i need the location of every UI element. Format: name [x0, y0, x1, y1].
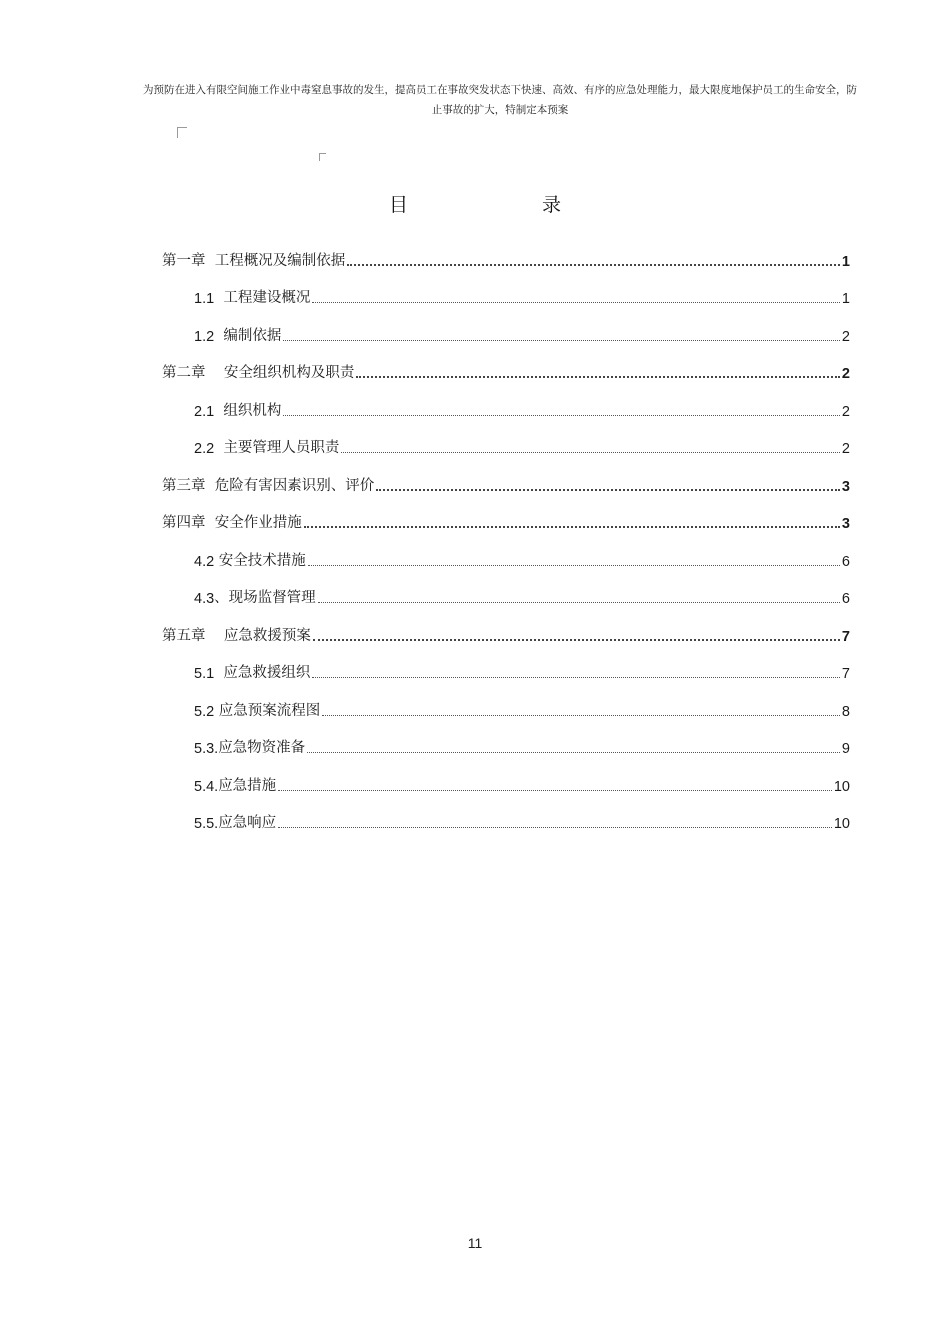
toc-entry[interactable]: [162, 311, 850, 349]
toc-entry-page: 6: [841, 591, 850, 607]
intro-paragraph: 为预防在进入有限空间施工作业中毒窒息事故的发生，提高员工在事故突发状态下快速、高效、有序的应急处理能力，最大限度地保护员工的生命安全，防止事故的扩大，特制定本预案: [143, 84, 857, 116]
toc-dot-leader: [347, 264, 840, 266]
toc-entry-title: 应急响应: [218, 815, 277, 831]
toc-entry-page: 7: [841, 628, 850, 645]
toc-dot-leader: [283, 340, 840, 341]
toc-entry-page: 10: [833, 778, 850, 795]
toc-entry-title: 工程建设概况: [214, 290, 311, 306]
toc-entry-page: 2: [841, 403, 850, 420]
toc-entry-title: 应急措施: [218, 777, 277, 794]
toc-entry[interactable]: [162, 611, 850, 649]
toc-entry-title: 应急救援组织: [214, 665, 311, 681]
toc-entry-page: 2: [841, 441, 850, 457]
toc-entry[interactable]: [162, 274, 850, 312]
toc-dot-leader: [356, 376, 839, 378]
toc-dot-leader: [318, 602, 840, 603]
toc-entry[interactable]: [162, 349, 850, 387]
toc-entry-number: 5.3.: [194, 741, 219, 757]
toc-entry-number: 5.5.: [194, 816, 219, 832]
toc-dot-leader: [322, 715, 840, 716]
toc-entry-number: 第四章: [162, 515, 206, 531]
toc-entry-page: 2: [841, 366, 850, 382]
toc-entry-number: 第三章: [162, 477, 206, 494]
toc-entry-page: 8: [841, 703, 850, 720]
toc-entry-title: 应急物资准备: [218, 740, 306, 756]
toc-entry-number: 第一章: [162, 252, 206, 269]
toc-entry-page: 7: [841, 666, 850, 682]
toc-entry-number: 第五章: [162, 627, 206, 644]
toc-entry[interactable]: [162, 761, 850, 799]
table-of-contents: [162, 236, 850, 836]
toc-entry-page: 6: [841, 553, 850, 570]
corner-mark: [319, 153, 326, 161]
toc-entry-number: 第二章: [162, 365, 206, 381]
toc-dot-leader: [312, 302, 840, 303]
toc-entry-number: 4.3: [194, 591, 215, 607]
toc-dot-leader: [304, 526, 840, 528]
page-number: 11: [467, 1235, 483, 1251]
toc-dot-leader: [278, 827, 832, 828]
toc-dot-leader: [313, 639, 840, 641]
toc-dot-leader: [341, 452, 840, 453]
toc-entry[interactable]: [162, 686, 850, 724]
toc-entry-title: 编制依据: [214, 327, 282, 344]
toc-entry[interactable]: [162, 724, 850, 762]
toc-entry[interactable]: [162, 461, 850, 499]
toc-entry-page: 1: [841, 291, 850, 307]
toc-entry-number: 2.1: [194, 403, 215, 420]
toc-entry-number: 5.1: [194, 666, 215, 682]
toc-entry[interactable]: [162, 799, 850, 837]
toc-title: 目 录: [388, 194, 626, 216]
toc-entry-number: 4.2: [194, 553, 215, 570]
toc-dot-leader: [312, 677, 840, 678]
toc-dot-leader: [283, 415, 840, 416]
toc-entry[interactable]: [162, 386, 850, 424]
toc-dot-leader: [278, 790, 832, 791]
toc-entry-title: 安全技术措施: [214, 552, 306, 569]
toc-entry[interactable]: [162, 649, 850, 687]
toc-entry-page: 3: [841, 516, 850, 532]
toc-entry[interactable]: [162, 499, 850, 537]
toc-dot-leader: [376, 489, 840, 491]
toc-entry-page: 9: [841, 741, 850, 757]
toc-entry[interactable]: [162, 236, 850, 274]
toc-entry-title: 应急救援预案: [205, 627, 311, 644]
toc-entry-number: 2.2: [194, 441, 215, 457]
toc-entry[interactable]: [162, 574, 850, 612]
toc-entry-number: 5.2: [194, 703, 215, 720]
corner-mark: [177, 127, 187, 138]
toc-entry-title: 危险有害因素识别、评价: [205, 477, 375, 494]
toc-entry[interactable]: [162, 536, 850, 574]
toc-entry-title: 安全作业措施: [205, 515, 302, 531]
toc-entry-number: 5.4.: [194, 778, 219, 795]
toc-entry[interactable]: [162, 424, 850, 462]
toc-entry-title: 应急预案流程图: [214, 702, 321, 719]
toc-entry-title: 主要管理人员职责: [214, 440, 340, 456]
toc-entry-page: 3: [841, 478, 850, 495]
toc-entry-page: 1: [841, 253, 850, 270]
toc-dot-leader: [307, 752, 840, 753]
toc-entry-page: 2: [841, 328, 850, 345]
toc-dot-leader: [308, 565, 840, 566]
toc-entry-title: 安全组织机构及职责: [205, 365, 355, 381]
toc-entry-title: 组织机构: [214, 402, 282, 419]
toc-entry-title: 工程概况及编制依据: [205, 252, 346, 269]
toc-entry-title: 、现场监督管理: [214, 590, 316, 606]
toc-entry-number: 1.1: [194, 291, 215, 307]
toc-entry-number: 1.2: [194, 328, 215, 345]
toc-entry-page: 10: [833, 816, 850, 832]
